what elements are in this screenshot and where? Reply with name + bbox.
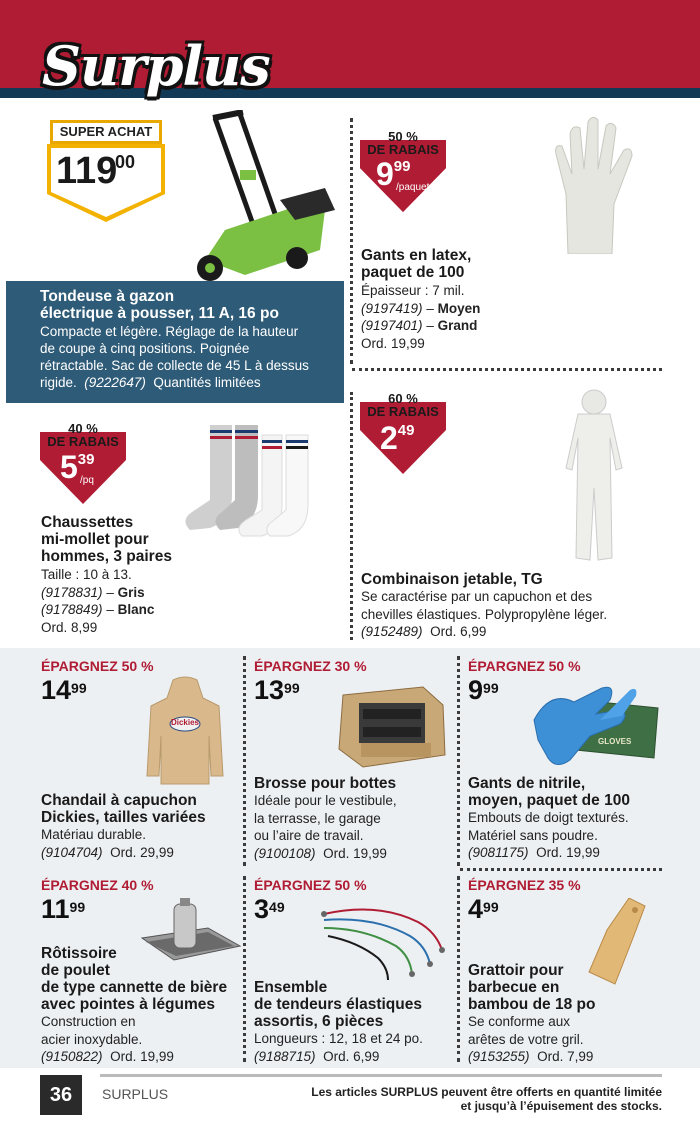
latex-size-2-label: Grand [437, 318, 478, 333]
socks-title-1: Chaussettes [41, 514, 134, 531]
mower-desc-3: rétractable. Sac de collecte de 45 L à dessus [40, 358, 309, 373]
scraper-title-2: barbecue en [468, 979, 560, 996]
socks-color-2: (9178849) – Blanc [41, 602, 155, 617]
latex-sku-1: (9197419) [361, 300, 423, 316]
roaster-sku: (9150822) [41, 1049, 103, 1064]
bungee-price-cents: 49 [269, 899, 285, 915]
bungee-desc: Longueurs : 12, 18 et 24 po. [254, 1031, 423, 1046]
latex-unit: /paquet [396, 182, 430, 193]
roaster-price-cents: 99 [69, 899, 86, 915]
coverall-rabais: DE RABAIS [367, 404, 439, 419]
mower-info-box [6, 281, 344, 403]
bungee-price-main: 3 [254, 894, 270, 924]
mower-title-1: Tondeuse à gazon [40, 288, 175, 305]
coverall-price-main: 2 [380, 420, 398, 456]
coverall-desc-1: Se caractérise par un capuchon et des [361, 589, 593, 604]
mower-title-2: électrique à pousser, 11 A, 16 po [40, 305, 279, 322]
divider-vertical-top [350, 118, 353, 364]
coverall-title: Combinaison jetable, TG [361, 571, 543, 588]
latex-price-cents: 99 [393, 158, 411, 175]
nitrile-price-main: 9 [468, 675, 484, 705]
roaster-save: ÉPARGNEZ 40 % [41, 877, 154, 893]
hoodie-reg-price: Ord. 29,99 [110, 844, 174, 860]
brush-desc-3: ou l’aire de travail. [254, 828, 364, 843]
scraper-sku: (9153255) [468, 1049, 530, 1064]
nitrile-title-1: Gants de nitrile, [468, 775, 586, 792]
bungee-details [254, 1030, 423, 1065]
latex-size-2: (9197401) – Grand [361, 318, 478, 333]
brush-details [254, 792, 397, 862]
mower-desc-4 [40, 374, 336, 391]
footer-rule [100, 1074, 662, 1077]
socks-spec: Taille : 10 à 13. [41, 567, 132, 582]
nitrile-price [468, 676, 499, 704]
brush-desc-1: Idéale pour le vestibule, [254, 793, 397, 808]
latex-title-1: Gants en latex, [361, 247, 472, 264]
coverall-price [380, 420, 414, 457]
roaster-reg-price: Ord. 19,99 [110, 1049, 174, 1064]
hoodie-price [41, 676, 87, 704]
lawn-mower-image [185, 110, 335, 285]
divider-gray-v2b [457, 876, 460, 1062]
latex-reg-price: Ord. 19,99 [361, 335, 425, 351]
scraper-reg-price: Ord. 7,99 [537, 1049, 594, 1064]
roaster-sku-line [41, 1048, 174, 1066]
brush-save: ÉPARGNEZ 30 % [254, 658, 367, 674]
nitrile-price-cents: 99 [483, 680, 499, 696]
socks-title-2: mi-mollet pour [41, 531, 149, 548]
latex-spec: Épaisseur : 7 mil. [361, 283, 465, 298]
nitrile-title-2: moyen, paquet de 100 [468, 792, 630, 809]
latex-sku-2: (9197401) [361, 318, 423, 333]
bungee-save: ÉPARGNEZ 50 % [254, 877, 367, 893]
nitrile-desc-1: Embouts de doigt texturés. [468, 810, 629, 825]
socks-sku-1: (9178831) [41, 584, 103, 600]
footer-note-2: et jusqu’à l’épuisement des stocks. [460, 1099, 662, 1113]
roaster-price [41, 895, 85, 923]
socks-sku-2: (9178849) [41, 602, 103, 617]
socks-image [180, 420, 330, 540]
roaster-image [138, 898, 242, 974]
bungee-reg-price: Ord. 6,99 [323, 1048, 380, 1064]
bungee-title-2: de tendeurs élastiques [254, 996, 422, 1013]
bungee-title-3: assortis, 6 pièces [254, 1013, 384, 1030]
brush-desc-2: la terrasse, le garage [254, 810, 381, 826]
divider-vertical-middle [350, 392, 353, 640]
divider-gray-v2a [457, 656, 460, 866]
latex-rabais: DE RABAIS [367, 142, 439, 157]
mower-desc-1: Compacte et légère. Réglage de la hauteur [40, 324, 299, 339]
scraper-title-3: bambou de 18 po [468, 996, 596, 1013]
socks-rabais: DE RABAIS [47, 434, 119, 449]
hoodie-sku-line [41, 844, 174, 862]
socks-color-1: (9178831) – Gris [41, 584, 145, 600]
hoodie-price-main: 14 [41, 675, 72, 705]
divider-gray-v1a [243, 656, 246, 866]
hoodie-price-cents: 99 [71, 680, 87, 696]
socks-unit: /pq [80, 475, 94, 486]
hoodie-sku: (9104704) [41, 844, 103, 860]
nitrile-reg-price: Ord. 19,99 [536, 845, 600, 860]
socks-color-1-label: Gris [117, 584, 145, 600]
hoodie-title-2: Dickies, tailles variées [41, 809, 206, 826]
socks-pct: 40 % [68, 421, 98, 436]
coverall-image [552, 388, 632, 568]
divider-horizontal-right [352, 368, 662, 371]
brush-price [254, 676, 300, 704]
footer-section-name: SURPLUS [102, 1086, 169, 1102]
scraper-save: ÉPARGNEZ 35 % [468, 877, 581, 893]
latex-size-1: (9197419) – Moyen [361, 300, 481, 316]
mower-sku: (9222647) [84, 375, 146, 390]
roaster-title-4: avec pointes à légumes [41, 996, 216, 1013]
nitrile-gloves-image [530, 680, 660, 772]
nitrile-sku-line [468, 844, 629, 862]
scraper-price-main: 4 [468, 894, 484, 924]
coverall-details [361, 588, 607, 641]
socks-price-main: 5 [60, 449, 78, 485]
brush-price-main: 13 [254, 675, 285, 705]
roaster-details [41, 1013, 174, 1066]
footer-note-1: Les articles SURPLUS peuvent être offerts en quantité limitée [311, 1085, 662, 1099]
socks-price-cents: 39 [77, 451, 95, 468]
brush-sku-line [254, 845, 397, 863]
roaster-desc-1: Construction en [41, 1014, 136, 1029]
page-number: 36 [40, 1075, 82, 1115]
latex-price-main: 9 [376, 156, 394, 192]
super-achat-label: SUPER ACHAT [50, 120, 162, 144]
mower-price-cents: 00 [115, 152, 136, 172]
scraper-image [585, 898, 655, 986]
latex-pct: 50 % [388, 129, 418, 144]
scraper-desc-1: Se conforme aux [468, 1014, 571, 1029]
roaster-title-2: de poulet [41, 962, 110, 979]
bungee-sku-line [254, 1048, 423, 1066]
brush-price-cents: 99 [284, 680, 300, 696]
latex-details [361, 282, 480, 352]
scraper-title-1: Grattoir pour [468, 962, 564, 979]
bungee-sku: (9188715) [254, 1048, 316, 1064]
mower-desc [40, 323, 336, 391]
bungee-image [318, 902, 448, 982]
mower-note: Quantités limitées [153, 375, 261, 390]
boot-brush-image [333, 685, 448, 770]
coverall-desc-2: chevilles élastiques. Polypropylène léger. [361, 606, 608, 622]
coverall-reg-price: Ord. 6,99 [430, 624, 487, 639]
coverall-price-cents: 49 [397, 422, 415, 439]
socks-details [41, 566, 154, 636]
divider-gray-h [460, 868, 662, 871]
socks-title-3: hommes, 3 paires [41, 548, 172, 565]
hoodie-save: ÉPARGNEZ 50 % [41, 658, 154, 674]
coverall-sku-line [361, 623, 607, 641]
brush-reg-price: Ord. 19,99 [323, 845, 387, 861]
nitrile-details [468, 809, 629, 862]
footer-note [250, 1085, 662, 1113]
hoodie-desc: Matériau durable. [41, 827, 147, 842]
scraper-price [468, 895, 499, 923]
latex-title-2: paquet de 100 [361, 264, 465, 281]
nitrile-save: ÉPARGNEZ 50 % [468, 658, 581, 674]
latex-gloves-image [548, 114, 640, 254]
mower-desc-2: de coupe à cinq positions. Poignée [40, 341, 250, 356]
socks-reg-price: Ord. 8,99 [41, 619, 98, 635]
bungee-title-1: Ensemble [254, 979, 328, 996]
mower-price: 119 [56, 150, 118, 192]
roaster-price-main: 11 [41, 894, 70, 924]
brush-title: Brosse pour bottes [254, 775, 397, 792]
scraper-sku-line [468, 1048, 593, 1066]
roaster-desc-2: acier inoxydable. [41, 1031, 143, 1047]
roaster-title-3: de type cannette de bière [41, 979, 228, 996]
divider-gray-v1b [243, 876, 246, 1062]
scraper-desc-2: arêtes de votre gril. [468, 1031, 584, 1047]
coverall-pct: 60 % [388, 391, 418, 406]
brush-sku: (9100108) [254, 845, 316, 861]
bungee-price [254, 895, 285, 923]
scraper-details [468, 1013, 593, 1066]
nitrile-desc-2: Matériel sans poudre. [468, 827, 598, 843]
hoodie-logo-text: Dickies [170, 718, 200, 727]
page-title: Surplus [42, 34, 270, 98]
hoodie-title-1: Chandail à capuchon [41, 792, 197, 809]
scraper-price-cents: 99 [483, 899, 499, 915]
hoodie-details [41, 826, 174, 861]
nitrile-box-text: GLOVES [598, 737, 632, 746]
latex-size-1-label: Moyen [437, 300, 481, 316]
coverall-sku: (9152489) [361, 624, 423, 639]
nitrile-sku: (9081175) [468, 845, 529, 860]
roaster-title-1: Rôtissoire [41, 945, 117, 962]
socks-color-2-label: Blanc [117, 602, 155, 617]
mower-desc-prefix: rigide. [40, 375, 77, 390]
hoodie-image [145, 676, 225, 786]
